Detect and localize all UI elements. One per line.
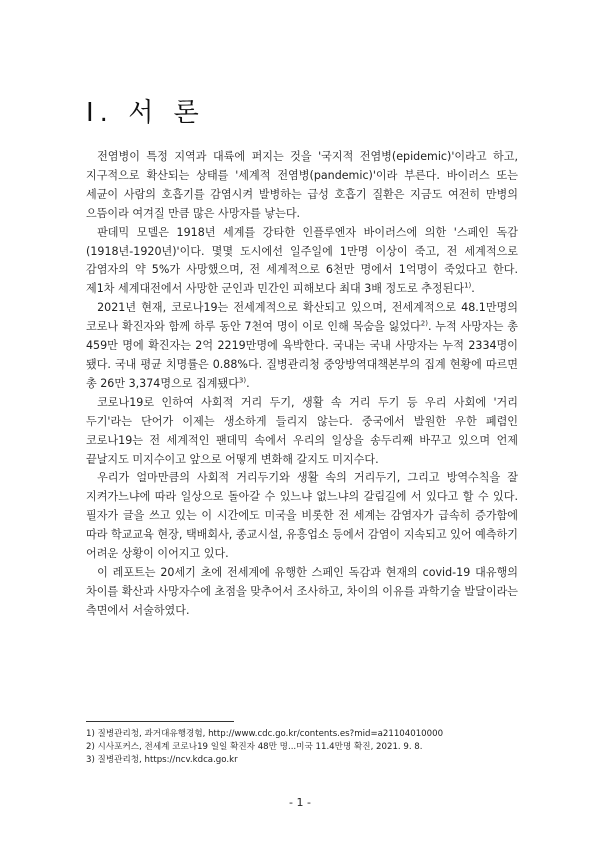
footnote-1: 1) 질병관리청, 과거대유행경험, http://www.cdc.go.kr/contents.es?mid=a21104010000 bbox=[86, 729, 444, 739]
paragraph-text: 판데믹 모델은 1918년 세계를 강타한 인플루엔자 바이러스에 의한 '스페인 독감(1918년-1920년)'이다. 몇몇 도시에선 일주일에 1만명 이상이 죽고, 전 세계적으로 감염자의 약 5%가 사망했으며, 전 세계적으로 6천만 명에서 1억명이 죽었다고 한다. 제1차 세계대전에서 사망한 군인과 민간인 피해보다 최대 3배 정도로 추정된다 bbox=[86, 225, 518, 296]
paragraph-text: 코로나19로 인하여 사회적 거리 두기, 생활 속 거리 두기 등 우리 사회에 '거리 두기'라는 단어가 이제는 생소하게 들리지 않는다. 중국에서 발원한 우한 폐렴인 코로나19는 전 세계적인 팬데믹 속에서 우리의 일상을 송두리째 바꾸고 있으며 언제 끝날지도 미지수이고 앞으로 어떻게 변화해 갈지도 미지수다. bbox=[86, 395, 518, 466]
footnote-ref-2[interactable]: 2) bbox=[420, 319, 428, 328]
paragraph-text: 2021년 현재, 코로나19는 전세계적으로 확산되고 있으며, 전세계적으로 48.1만명의 코로나 확진자와 함께 하루 동안 7천여 명이 이로 인해 목숨을 잃었다 bbox=[86, 301, 518, 334]
footnote-3: 3) 질병관리청, https://ncv.kdca.go.kr bbox=[86, 755, 238, 765]
body-text bbox=[86, 148, 518, 621]
footnotes bbox=[86, 728, 526, 767]
paragraph-tail-2: . bbox=[246, 376, 250, 390]
footnote-ref-3[interactable]: 3) bbox=[238, 376, 247, 385]
footnote-divider bbox=[86, 721, 234, 722]
paragraph-covid-status bbox=[86, 299, 518, 394]
paragraph-text: 이 레포트는 20세기 초에 전세계에 유행한 스페인 독감과 현재의 covid-19 대유행의 차이를 확산과 사망자수에 초점을 맞추어서 조사하고, 차이의 이유를 과학기술 발달이라는 측면에서 서술하였다. bbox=[86, 565, 518, 617]
paragraph-pandemic-model bbox=[86, 224, 518, 300]
paragraph-daily-life bbox=[86, 469, 518, 564]
footnote-2: 2) 시사포커스, 전세계 코로나19 일일 확진자 48만 명...미국 11.4만명 확진, 2021. 9. 8. bbox=[86, 742, 423, 752]
paragraph-report-purpose bbox=[86, 564, 518, 621]
paragraph-intro bbox=[86, 148, 518, 224]
footnote-ref-1[interactable]: 1) bbox=[464, 281, 472, 290]
section-title: I. 서 론 bbox=[86, 98, 205, 128]
paragraph-text: 전염병이 특정 지역과 대륙에 퍼지는 것을 '국지적 전염병(epidemic)'이라고 하고, 지구적으로 확산되는 상태를 '세계적 전염병(pandemic)'이라 부른다. 바이러스 또는 세균이 사람의 호흡기를 감염시켜 발병하는 급성 호흡기 질환은 지금도 여전히 만병의 으뜸이라 여겨질 만큼 많은 사망자를 낳는다. bbox=[86, 150, 518, 220]
paragraph-tail: . 누적 사망자는 총 459만 명에 확진자는 2억 2219만명에 육박한다. 국내는 국내 사망자는 누적 2334명이 됐다. 국내 평균 치명률은 0.88%다. 질병관리청 중앙방역대책본부의 집계 현황에 따르면 총 26만 3,374명으로 집계됐다 bbox=[86, 320, 519, 390]
page-number: - 1 - bbox=[289, 796, 311, 809]
paragraph-tail: . bbox=[471, 282, 475, 296]
paragraph-distancing bbox=[86, 394, 518, 470]
paragraph-text: 우리가 얼마만큼의 사회적 거리두기와 생활 속의 거리두기, 그리고 방역수칙을 잘 지켜가느냐에 따라 일상으로 돌아갈 수 있느냐 없느냐의 갈림길에 서 있다고 할 수 있다. 필자가 글을 쓰고 있는 이 시간에도 미국을 비롯한 전 세계는 감염자가 급속히 증가함에 따라 학교교육 현장, 택배회사, 종교시설, 유흥업소 등에서 감염이 지속되고 있어 예측하기 어려운 상황이 이어지고 있다. bbox=[86, 471, 518, 561]
